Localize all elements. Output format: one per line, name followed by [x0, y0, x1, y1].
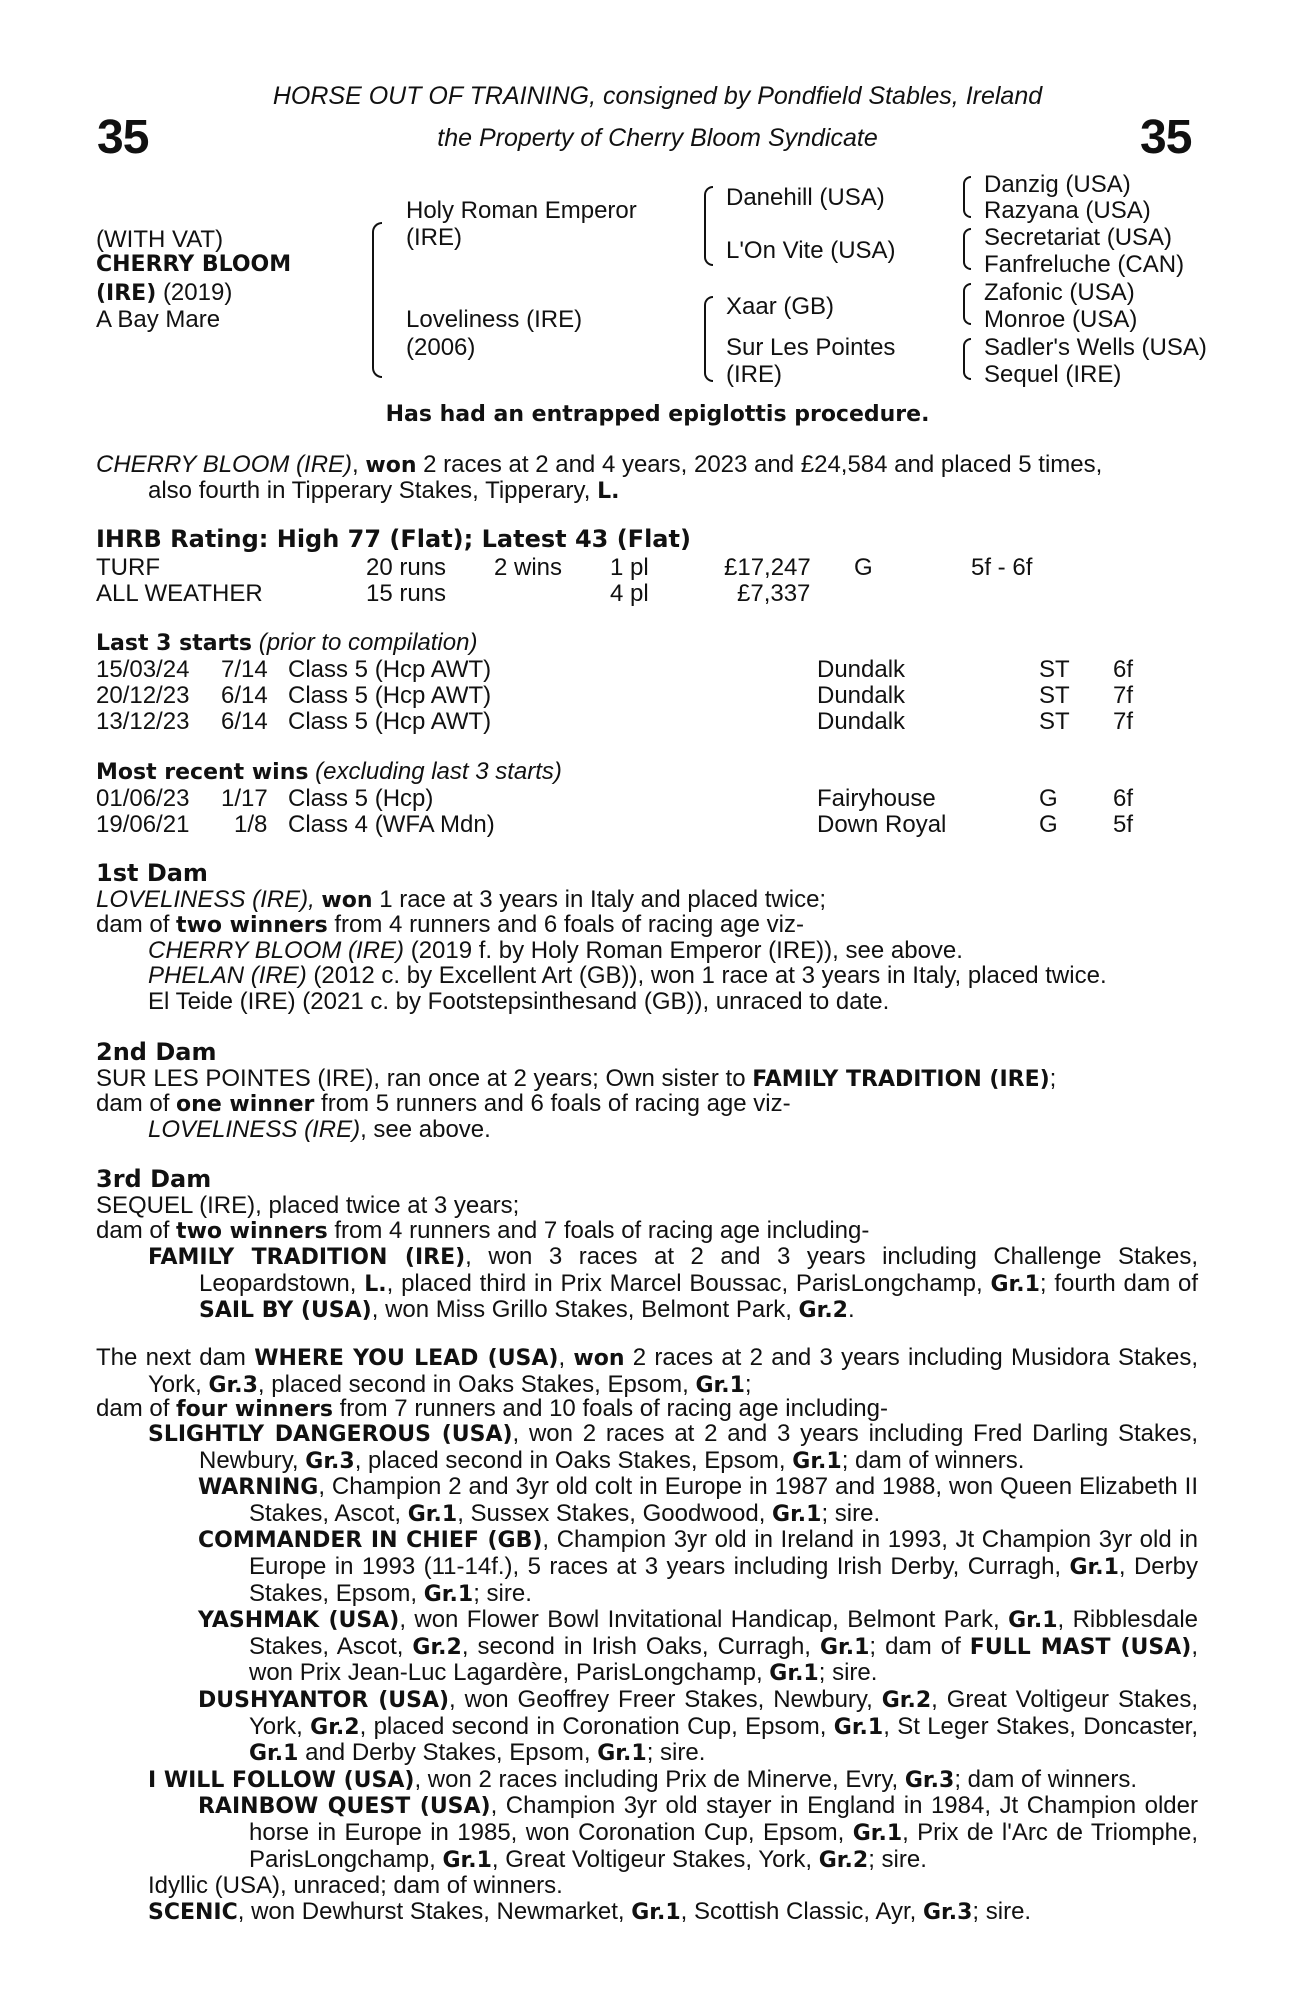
brace-g3-4 [963, 338, 971, 380]
first-dam-line-3: CHERRY BLOOM (IRE) (2019 f. by Holy Roman Emperor (IRE)), see above. [148, 937, 963, 964]
dsd: Monroe (USA) [984, 306, 1138, 333]
descendants-list [96, 1421, 1198, 1925]
vat-note: (WITH VAT) [96, 226, 224, 253]
dds: Sadler's Wells (USA) [984, 334, 1207, 361]
next-dam-entry: The next dam WHERE YOU LEAD (USA), won 2 races at 2 and 3 years including Musidora Stakes, York, Gr.3, placed second in Oaks Stakes, Epsom, Gr.1; [96, 1344, 1199, 1398]
first-dam-line-1: LOVELINESS (IRE), won 1 race at 3 years in Italy and placed twice; [96, 886, 827, 913]
descendant-entry: I WILL FOLLOW (USA), won 2 races including Prix de Minerve, Evry, Gr.3; dam of winners. [148, 1765, 1138, 1793]
second-dam-line-2: dam of one winner from 5 runners and 6 foals of racing age viz- [96, 1090, 791, 1117]
last-starts-title: Last 3 starts (prior to compilation) [96, 629, 478, 656]
pedigree-brace-dam [704, 296, 713, 382]
sire-sire: Danehill (USA) [726, 184, 885, 211]
recent-wins-title: Most recent wins (excluding last 3 starts) [96, 758, 562, 785]
brace-g3-1 [963, 176, 971, 218]
veterinary-notice: Has had an entrapped epiglottis procedure. [385, 402, 930, 427]
first-dam-title: 1st Dam [96, 859, 208, 887]
dam-name: Loveliness (IRE) [406, 306, 583, 333]
second-dam-title: 2nd Dam [96, 1038, 217, 1066]
form-row: 15/03/24 7/14 Class 5 (Hcp AWT) Dundalk ST 6f [96, 656, 1134, 683]
pedigree-brace-main [372, 222, 382, 378]
property-line: the Property of Cherry Bloom Syndicate [437, 124, 878, 152]
lot-number-left: 35 [97, 111, 149, 164]
brace-g3-2 [963, 228, 971, 270]
horse-origin-year: (IRE) (2019) [96, 279, 233, 306]
dam-year: (2006) [406, 334, 476, 361]
horse-name: CHERRY BLOOM [96, 252, 292, 277]
lot-number-right: 35 [1140, 111, 1192, 164]
sdd: Fanfreluche (CAN) [984, 251, 1185, 278]
descendant-entry: SCENIC, won Dewhurst Stakes, Newmarket, Gr.1, Scottish Classic, Ayr, Gr.3; sire. [148, 1897, 1032, 1925]
dam-dam-origin: (IRE) [726, 361, 782, 388]
summary-line-1: CHERRY BLOOM (IRE), won 2 races at 2 and 4 years, 2023 and £24,584 and placed 5 times, [96, 451, 1103, 478]
next-dam-produce: dam of four winners from 7 runners and 10 foals of racing age including- [96, 1395, 888, 1422]
ddd: Sequel (IRE) [984, 361, 1122, 388]
descendant-entry: Idyllic (USA), unraced; dam of winners. [148, 1872, 563, 1900]
descendant-entry: RAINBOW QUEST (USA), Champion 3yr old stayer in England in 1984, Jt Champion older horse in Europe in 1985, won Coronation Cup, Epsom, Gr.1, Prix de l'Arc de Triomphe, ParisLongchamp, Gr.1, Great Voltigeur Stakes, York, Gr.2; sire. [198, 1792, 1198, 1873]
descendant-entry: SLIGHTLY DANGEROUS (USA), won 2 races at 2 and 3 years including Fred Darling Stakes, Newbury, Gr.3, placed second in Oaks Stakes, Epsom, Gr.1; dam of winners. [148, 1420, 1198, 1474]
sire-origin: (IRE) [406, 224, 462, 251]
third-dam-line-1: SEQUEL (IRE), placed twice at 3 years; [96, 1192, 520, 1219]
dam-sire: Xaar (GB) [726, 293, 835, 320]
second-dam-line-3: LOVELINESS (IRE), see above. [148, 1116, 491, 1143]
form-row: 20/12/23 6/14 Class 5 (Hcp AWT) Dundalk ST 7f [96, 682, 1134, 709]
third-dam-title: 3rd Dam [96, 1165, 212, 1193]
brace-g3-3 [963, 283, 971, 325]
dam-dam: Sur Les Pointes [726, 334, 896, 361]
descendant-entry: YASHMAK (USA), won Flower Bowl Invitational Handicap, Belmont Park, Gr.1, Ribblesdale Stakes, Ascot, Gr.2, second in Irish Oaks, Curragh, Gr.1; dam of FULL MAST (USA), won Prix Jean-Luc Lagardère, ParisLongchamp, Gr.1; sire. [198, 1606, 1198, 1687]
first-dam-line-4: PHELAN (IRE) (2012 c. by Excellent Art (GB)), won 1 race at 3 years in Italy, placed twice. [148, 962, 1107, 989]
win-row: 19/06/21 1/8 Class 4 (WFA Mdn) Down Royal G 5f [96, 811, 1134, 838]
descendant-entry: DUSHYANTOR (USA), won Geoffrey Freer Stakes, Newbury, Gr.2, Great Voltigeur Stakes, York, Gr.2, placed second in Coronation Cup, Epsom, Gr.1, St Leger Stakes, Doncaster, Gr.1 and Derby Stakes, Epsom, Gr.1; sire. [198, 1685, 1199, 1767]
dss: Zafonic (USA) [984, 279, 1135, 306]
pedigree-brace-sire [704, 186, 713, 266]
rating-row-turf: TURF 20 runs 2 wins 1 pl £17,247 G 5f - 6f [96, 554, 1033, 581]
first-dam-line-5: El Teide (IRE) (2021 c. by Footstepsinthesand (GB)), unraced to date. [148, 988, 890, 1015]
rating-row-aw: ALL WEATHER 15 runs 4 pl £7,337 [96, 580, 811, 607]
horse-description: A Bay Mare [96, 306, 221, 333]
sire-name: Holy Roman Emperor [406, 197, 637, 224]
descendant-entry: WARNING, Champion 2 and 3yr old colt in Europe in 1987 and 1988, won Queen Elizabeth II Stakes, Ascot, Gr.1, Sussex Stakes, Goodwood, Gr.1; sire. [198, 1473, 1198, 1527]
summary-line-2: also fourth in Tipperary Stakes, Tipperary, L. [148, 477, 620, 504]
rating-title: IHRB Rating: High 77 (Flat); Latest 43 (Flat) [96, 525, 691, 553]
third-dam-line-2: dam of two winners from 4 runners and 7 foals of racing age including- [96, 1217, 870, 1244]
win-row: 01/06/23 1/17 Class 5 (Hcp) Fairyhouse G 6f [96, 785, 1134, 812]
sds: Secretariat (USA) [984, 224, 1173, 251]
first-dam-line-2: dam of two winners from 4 runners and 6 foals of racing age viz- [96, 911, 804, 938]
descendant-entry: COMMANDER IN CHIEF (GB), Champion 3yr old in Ireland in 1993, Jt Champion 3yr old in Europe in 1993 (11-14f.), 5 races at 3 years including Irish Derby, Curragh, Gr.1, Derby Stakes, Epsom, Gr.1; sire. [198, 1526, 1198, 1607]
family-tradition-entry: FAMILY TRADITION (IRE), won 3 races at 2 and 3 years including Challenge Stakes, Leopardstown, L., placed third in Prix Marcel Boussac, ParisLongchamp, Gr.1; fourth dam of SAIL BY (USA), won Miss Grillo Stakes, Belmont Park, Gr.2. [148, 1243, 1198, 1324]
consignor-line: HORSE OUT OF TRAINING, consigned by Pondfield Stables, Ireland [272, 82, 1043, 110]
sire-dam: L'On Vite (USA) [726, 237, 896, 264]
form-row: 13/12/23 6/14 Class 5 (Hcp AWT) Dundalk ST 7f [96, 708, 1134, 735]
sss: Danzig (USA) [984, 171, 1131, 198]
second-dam-line-1: SUR LES POINTES (IRE), ran once at 2 years; Own sister to FAMILY TRADITION (IRE); [96, 1065, 1057, 1092]
ssd: Razyana (USA) [984, 197, 1151, 224]
